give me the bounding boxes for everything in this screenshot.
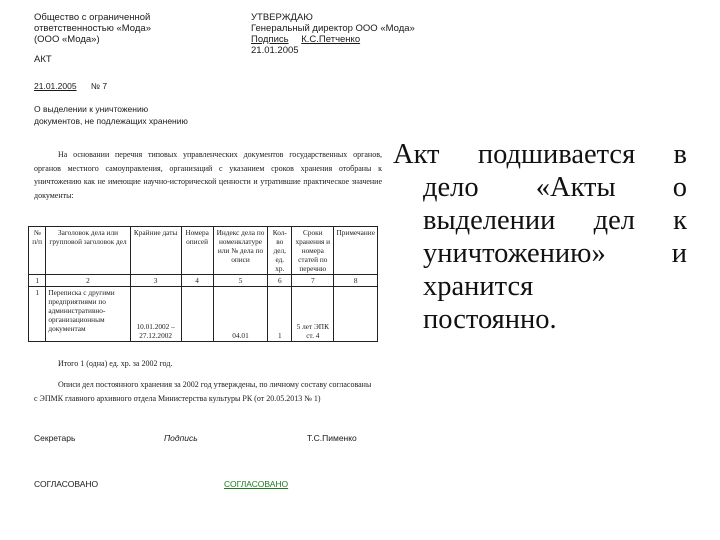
doc-date: 21.01.2005 [34, 81, 77, 91]
organization-header [34, 12, 151, 45]
caption-line [393, 204, 687, 237]
caption-line [393, 303, 687, 336]
row-dates: 10.01.2002 – 27.12.2002 [130, 287, 181, 342]
col-header: № п/п [29, 227, 46, 275]
caption-word: хранится [423, 271, 534, 302]
col-number: 3 [130, 275, 181, 287]
intro-paragraph: На основании перечня типовых управленческих документов государственных органов, органов местного самоуправления, организаций с указанием сроков хранения отобраны к уничтожению как не имеющие научно-исторической ценности и утратившие практическое значение документы: [34, 150, 382, 200]
agreed-right: СОГЛАСОВАНО [224, 479, 289, 489]
caption-line [393, 171, 687, 204]
approval-note [34, 378, 371, 406]
col-header: Примечание [334, 227, 378, 275]
col-header: Крайние даты [130, 227, 181, 275]
col-number: 6 [268, 275, 292, 287]
caption-word: и [671, 238, 687, 269]
col-number: 8 [334, 275, 378, 287]
caption-word: к [673, 205, 687, 236]
signer-name: Т.С.Пименко [307, 433, 357, 443]
col-header: Кол-во дел, ед. хр. [268, 227, 292, 275]
caption-word: подшивается [477, 139, 636, 170]
approver-position: Генеральный директор ООО «Мода» [251, 23, 415, 34]
row-retention: 5 лет ЭПК ст. 4 [292, 287, 334, 342]
col-number: 5 [213, 275, 268, 287]
row-index: 04.01 [213, 287, 268, 342]
caption-word: уничтожению» [423, 238, 606, 269]
caption-word: в [673, 139, 687, 170]
col-number: 4 [181, 275, 213, 287]
col-number: 2 [46, 275, 130, 287]
table-number-row [29, 275, 378, 287]
row-count: 1 [268, 287, 292, 342]
row-note [334, 287, 378, 342]
caption-line [393, 237, 687, 270]
slide-caption [393, 138, 687, 336]
col-header: Заголовок дела или групповой заголовок дел [46, 227, 130, 275]
caption-word: дело [423, 172, 479, 203]
table-row [29, 287, 378, 342]
approve-title: УТВЕРЖДАЮ [251, 12, 313, 23]
table-header-row [29, 227, 378, 275]
doc-date-number [34, 80, 107, 92]
caption-word: о [672, 172, 687, 203]
org-line: ответственностью «Мода» [34, 23, 151, 34]
inventory-table [28, 226, 378, 342]
total-line: Итого 1 (одна) ед. хр. за 2002 год. [58, 359, 173, 368]
caption-word: дел [593, 205, 635, 236]
caption-line [393, 270, 687, 303]
caption-line [393, 138, 687, 171]
org-line: (ООО «Мода») [34, 34, 100, 45]
row-inventory [181, 287, 213, 342]
agreed-left: СОГЛАСОВАНО [34, 479, 99, 489]
caption-word: выделении [423, 205, 556, 236]
row-title: Переписка с другими предприятиями по административно-организационным документам [46, 287, 130, 342]
signer-position: Секретарь [34, 433, 76, 443]
doc-subject [34, 103, 188, 127]
caption-word: Акт [393, 139, 440, 170]
row-number: 1 [29, 287, 46, 342]
org-line: Общество с ограниченной [34, 12, 151, 23]
doc-number: № 7 [90, 81, 108, 91]
col-number: 1 [29, 275, 46, 287]
signature-line [34, 432, 356, 444]
approval-line: Описи дел постоянного хранения за 2002 год утверждены, по личному составу согласованы [58, 380, 372, 389]
doc-type: АКТ [34, 54, 52, 65]
col-header: Сроки хранения и номера статей по перечню [292, 227, 334, 275]
col-number: 7 [292, 275, 334, 287]
approval-line: с ЭПМК главного архивного отдела Министерства культуры РК (от 20.05.2013 № 1) [34, 394, 321, 403]
col-header: Номера описей [181, 227, 213, 275]
approval-date: 21.01.2005 [251, 45, 299, 56]
approver-signature: Подпись [251, 34, 289, 45]
subject-line: документов, не подлежащих хранению [34, 116, 188, 126]
approver-name: К.С.Петченко [301, 34, 361, 45]
subject-line: О выделении к уничтожению [34, 104, 149, 114]
approver-signature-line [251, 34, 415, 45]
signer-signature: Подпись [164, 433, 198, 443]
col-header: Индекс дела по номенклатуре или № дела по описи [213, 227, 268, 275]
caption-word: постоянно. [423, 304, 557, 335]
approval-stamp [251, 12, 415, 56]
caption-word: «Акты [535, 172, 616, 203]
